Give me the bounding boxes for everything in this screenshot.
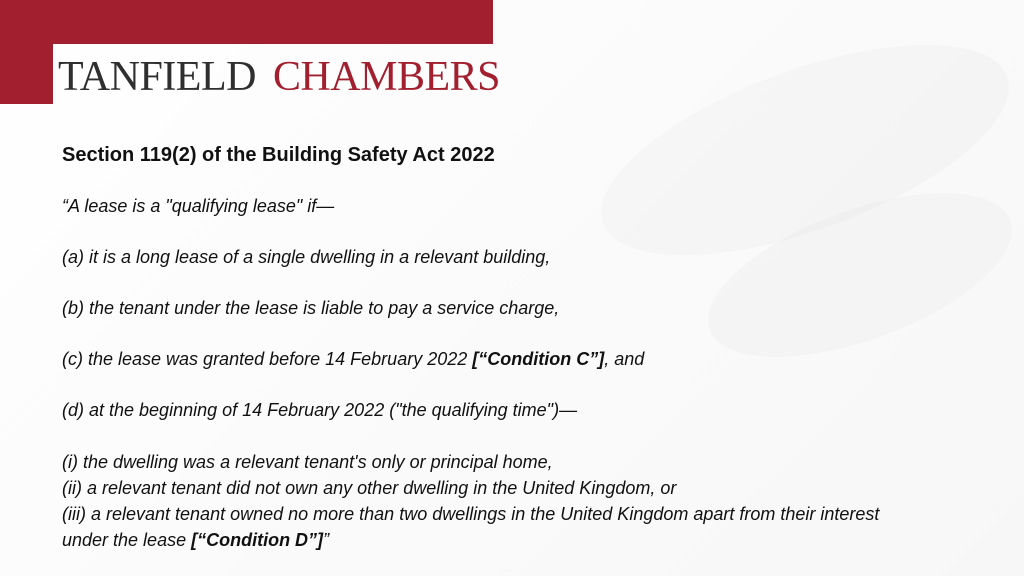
quote-intro: “A lease is a "qualifying lease" if— bbox=[62, 196, 335, 216]
slide-title: Section 119(2) of the Building Safety Act 2022 bbox=[62, 144, 495, 166]
condition-d-iii-text: (iii) a relevant tenant owned no more than two dwellings in the United Kingdom apart from their interest under the lease bbox=[62, 504, 880, 550]
condition-c-suffix: , and bbox=[604, 349, 645, 369]
condition-c-text: (c) the lease was granted before 14 February 2022 bbox=[62, 349, 473, 369]
slide-content bbox=[62, 140, 922, 550]
tanfield-chambers-logo bbox=[0, 0, 501, 104]
condition-c bbox=[62, 346, 922, 372]
condition-d: (d) at the beginning of 14 February 2022 ("the qualifying time")— bbox=[62, 400, 578, 420]
logo-word-chambers: CHAMBERS bbox=[272, 54, 501, 100]
logo-word-tanfield: TANFIELD bbox=[58, 54, 256, 100]
condition-d-i: (i) the dwelling was a relevant tenant's only or principal home, bbox=[62, 452, 553, 472]
condition-a: (a) it is a long lease of a single dwelling in a relevant building, bbox=[62, 247, 551, 267]
condition-b: (b) the tenant under the lease is liable to pay a service charge, bbox=[62, 298, 560, 318]
condition-c-label: [“Condition C”] bbox=[472, 349, 605, 369]
closing-quote: ” bbox=[323, 530, 330, 550]
condition-d-label: [“Condition D”] bbox=[191, 530, 324, 550]
logo-wordmark bbox=[58, 52, 500, 102]
logo-red-bar bbox=[0, 0, 493, 44]
condition-d-iii bbox=[62, 501, 922, 553]
logo-red-side bbox=[0, 0, 53, 104]
condition-d-ii: (ii) a relevant tenant did not own any other dwelling in the United Kingdom, or bbox=[62, 478, 677, 498]
